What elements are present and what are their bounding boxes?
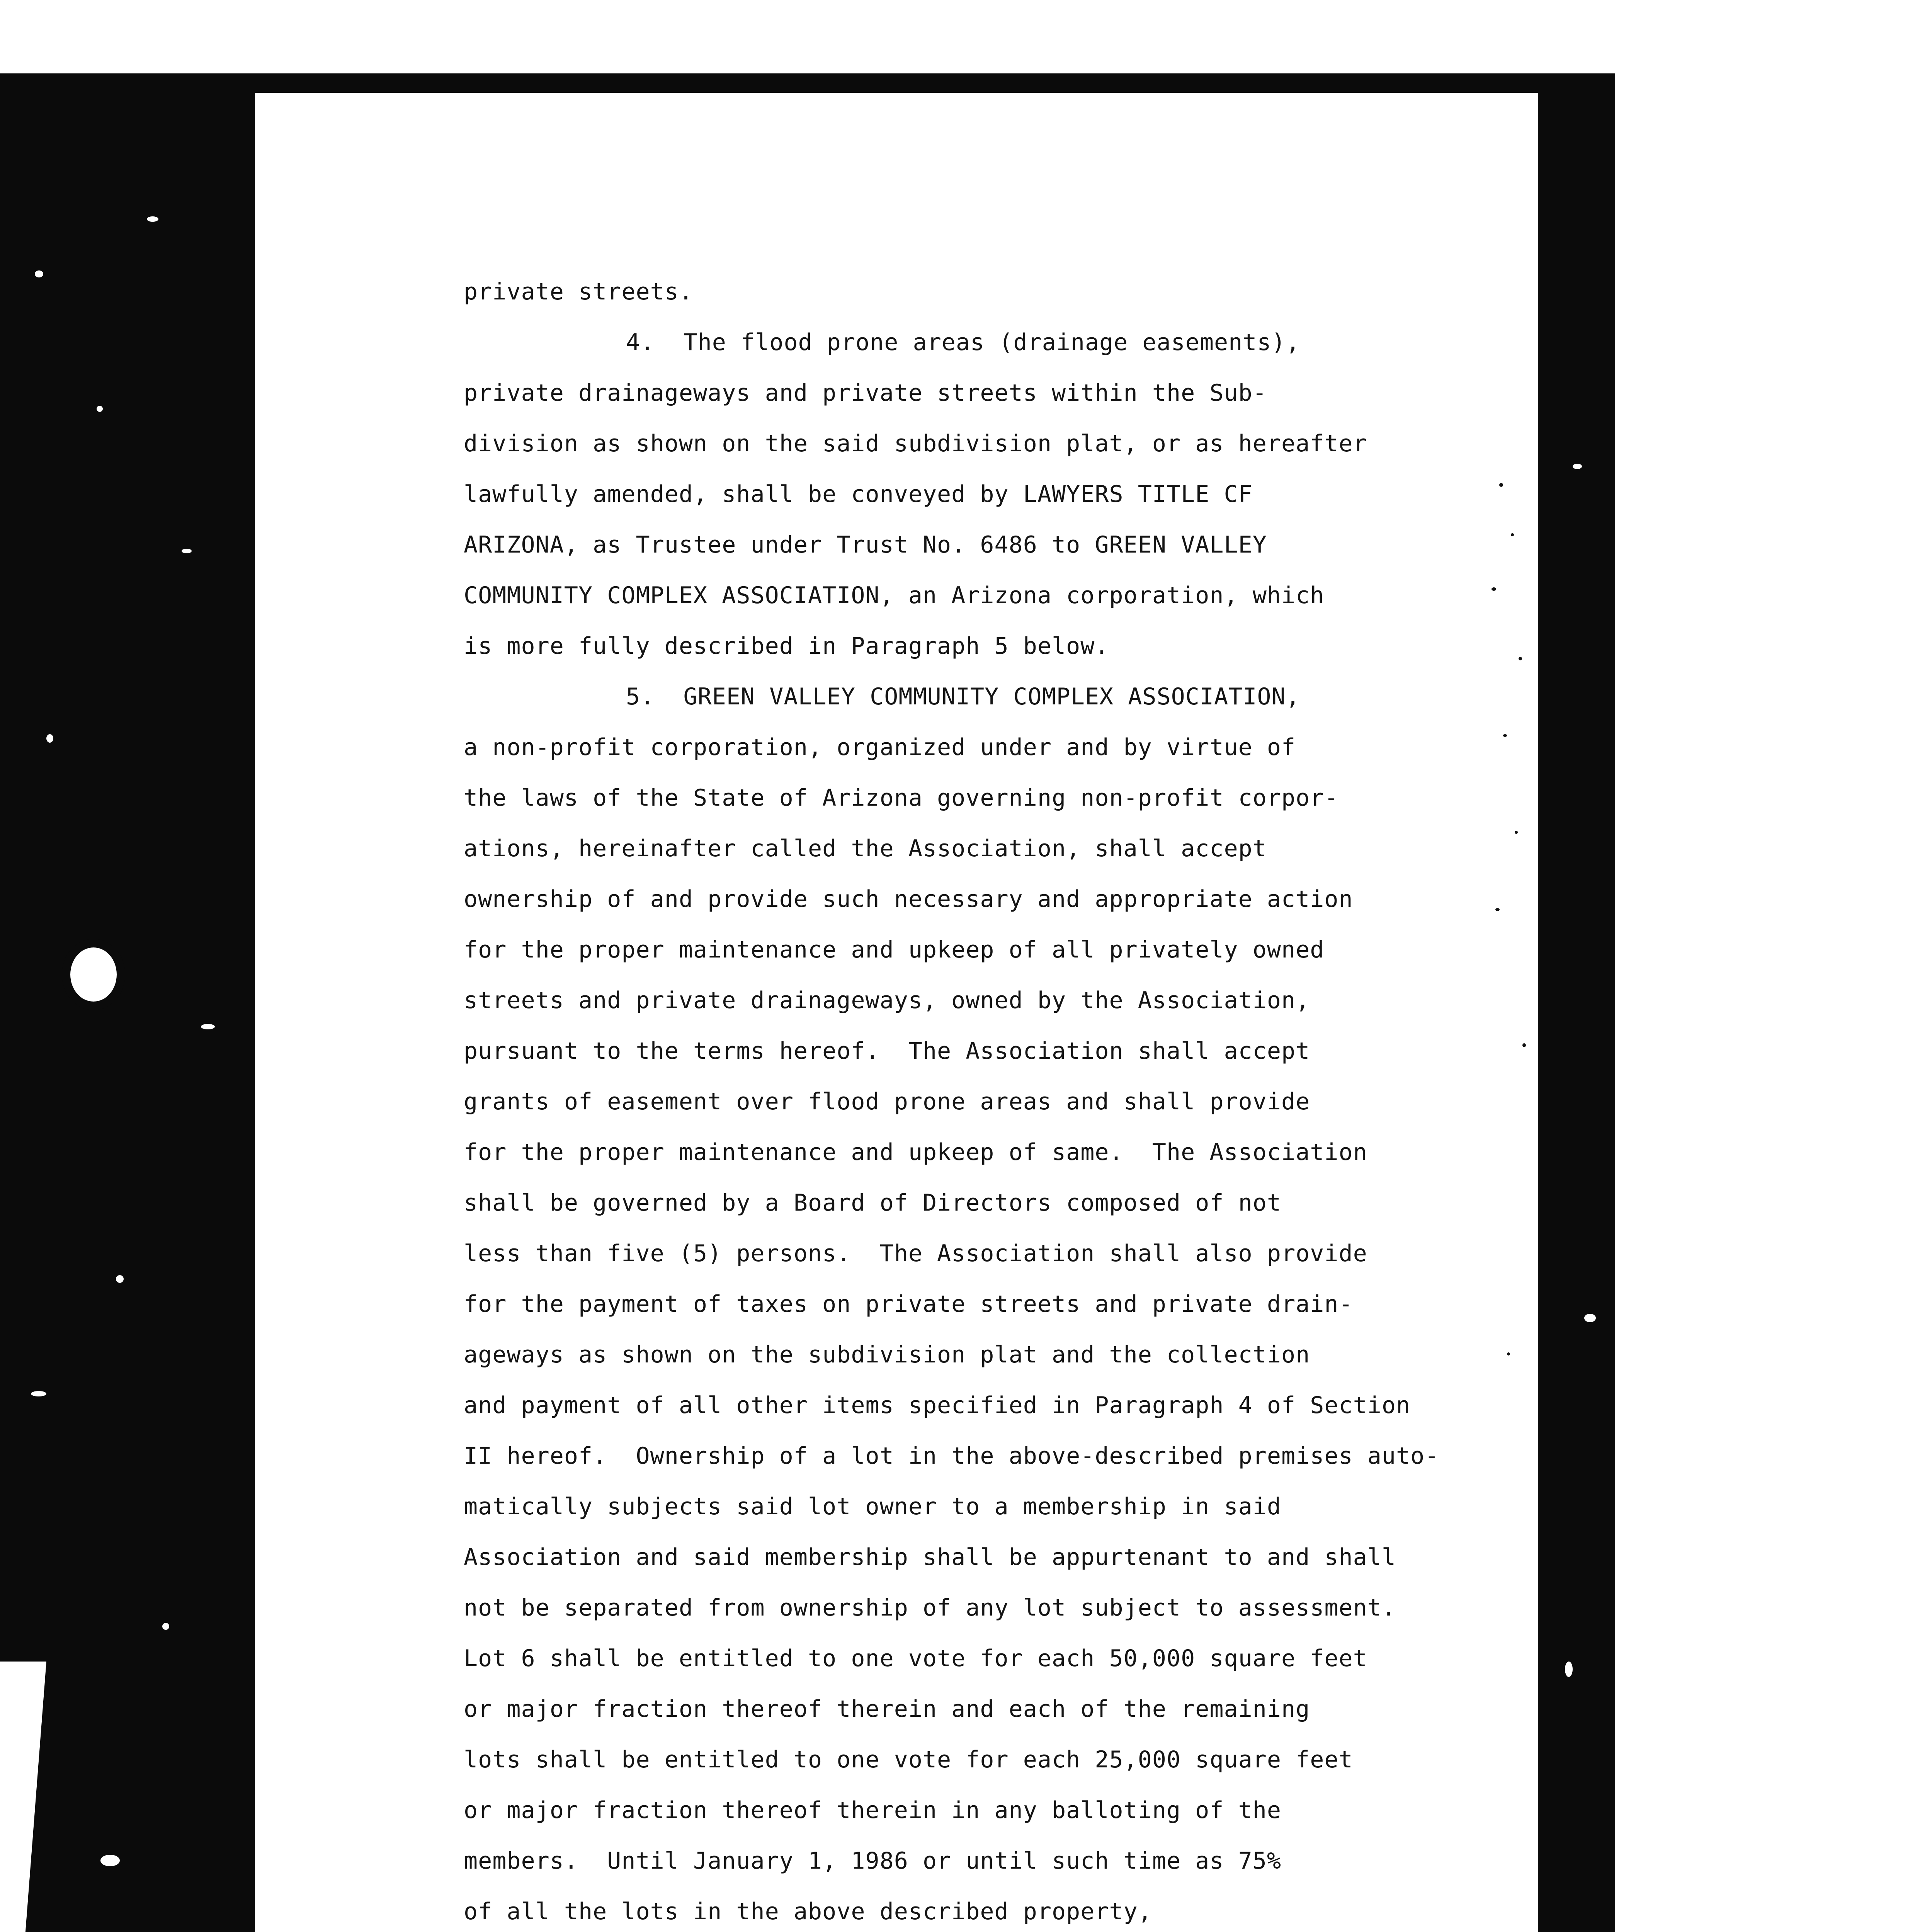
text-line: shall be governed by a Board of Directors composed of not (464, 1189, 1282, 1216)
text-line: Association and said membership shall be appurtenant to and shall (464, 1544, 1396, 1571)
text-line: the laws of the State of Arizona governing non-profit corpor- (464, 784, 1339, 811)
text-line: Lot 6 shall be entitled to one vote for each 50,000 square feet (464, 1645, 1367, 1672)
text-line: II hereof. Ownership of a lot in the above-described premises auto- (464, 1442, 1439, 1469)
text-line: members. Until January 1, 1986 or until such time as 75% (464, 1847, 1282, 1874)
paragraph-4-start: 4. The flood prone areas (drainage easements), (626, 329, 1300, 356)
scan-speckle (35, 270, 43, 277)
text-line: lots shall be entitled to one vote for each 25,000 square feet (464, 1746, 1353, 1773)
scan-speckle (1573, 464, 1582, 469)
text-line: matically subjects said lot owner to a membership in said (464, 1493, 1282, 1520)
text-line: for the proper maintenance and upkeep of same. The Association (464, 1139, 1367, 1166)
text-line: or major fraction thereof therein and each of the remaining (464, 1696, 1310, 1723)
text-line: for the proper maintenance and upkeep of all privately owned (464, 936, 1325, 963)
toner-noise (1522, 1043, 1526, 1047)
document-body (464, 267, 1507, 1932)
toner-noise (1507, 1352, 1510, 1355)
text-line: ownership of and provide such necessary and appropriate action (464, 886, 1353, 913)
text-line: pursuant to the terms hereof. The Association shall accept (464, 1037, 1310, 1065)
toner-noise (1515, 831, 1518, 834)
text-line: ageways as shown on the subdivision plat and the collection (464, 1341, 1310, 1368)
text-line: grants of easement over flood prone areas and shall provide (464, 1088, 1310, 1115)
scan-speckle (162, 1623, 169, 1630)
scan-speckle (201, 1024, 215, 1029)
text-line: lawfully amended, shall be conveyed by LAWYERS TITLE CF (464, 481, 1253, 508)
text-line: ARIZONA, as Trustee under Trust No. 6486 to GREEN VALLEY (464, 531, 1267, 558)
text-line: private streets. (464, 278, 693, 305)
punch-hole (62, 939, 125, 1010)
text-line: private drainageways and private streets within the Sub- (464, 379, 1267, 406)
scan-speckle (116, 1275, 124, 1283)
text-line: COMMUNITY COMPLEX ASSOCIATION, an Arizona corporation, which (464, 582, 1325, 609)
text-line: or major fraction thereof therein in any balloting of the (464, 1797, 1282, 1824)
text-line: ations, hereinafter called the Association, shall accept (464, 835, 1267, 862)
toner-noise (1511, 533, 1514, 536)
toner-noise (1519, 657, 1522, 660)
scan-speckle (100, 1855, 120, 1866)
paragraph-5-start: 5. GREEN VALLEY COMMUNITY COMPLEX ASSOCIATION, (626, 683, 1300, 710)
scan-speckle (1565, 1662, 1573, 1677)
scan-speckle (31, 1391, 46, 1396)
scan-speckle (97, 406, 103, 412)
text-line: not be separated from ownership of any lot subject to assessment. (464, 1594, 1396, 1621)
scan-border-right (1538, 85, 1615, 1932)
text-line: for the payment of taxes on private streets and private drain- (464, 1291, 1353, 1318)
text-line: streets and private drainageways, owned by the Association, (464, 987, 1310, 1014)
scan-speckle (147, 216, 158, 222)
text-line: is more fully described in Paragraph 5 below. (464, 633, 1109, 660)
text-line: less than five (5) persons. The Association shall also provide (464, 1240, 1367, 1267)
text-line: of all the lots in the above described property, (464, 1898, 1152, 1925)
text-line: division as shown on the said subdivision plat, or as hereafter (464, 430, 1367, 457)
scan-border-left (0, 73, 255, 1932)
text-line: a non-profit corporation, organized under and by virtue of (464, 734, 1296, 761)
scan-speckle (46, 734, 53, 743)
scan-speckle (182, 549, 192, 553)
scan-speckle (1584, 1314, 1596, 1322)
text-line: and payment of all other items specified in Paragraph 4 of Section (464, 1392, 1411, 1419)
